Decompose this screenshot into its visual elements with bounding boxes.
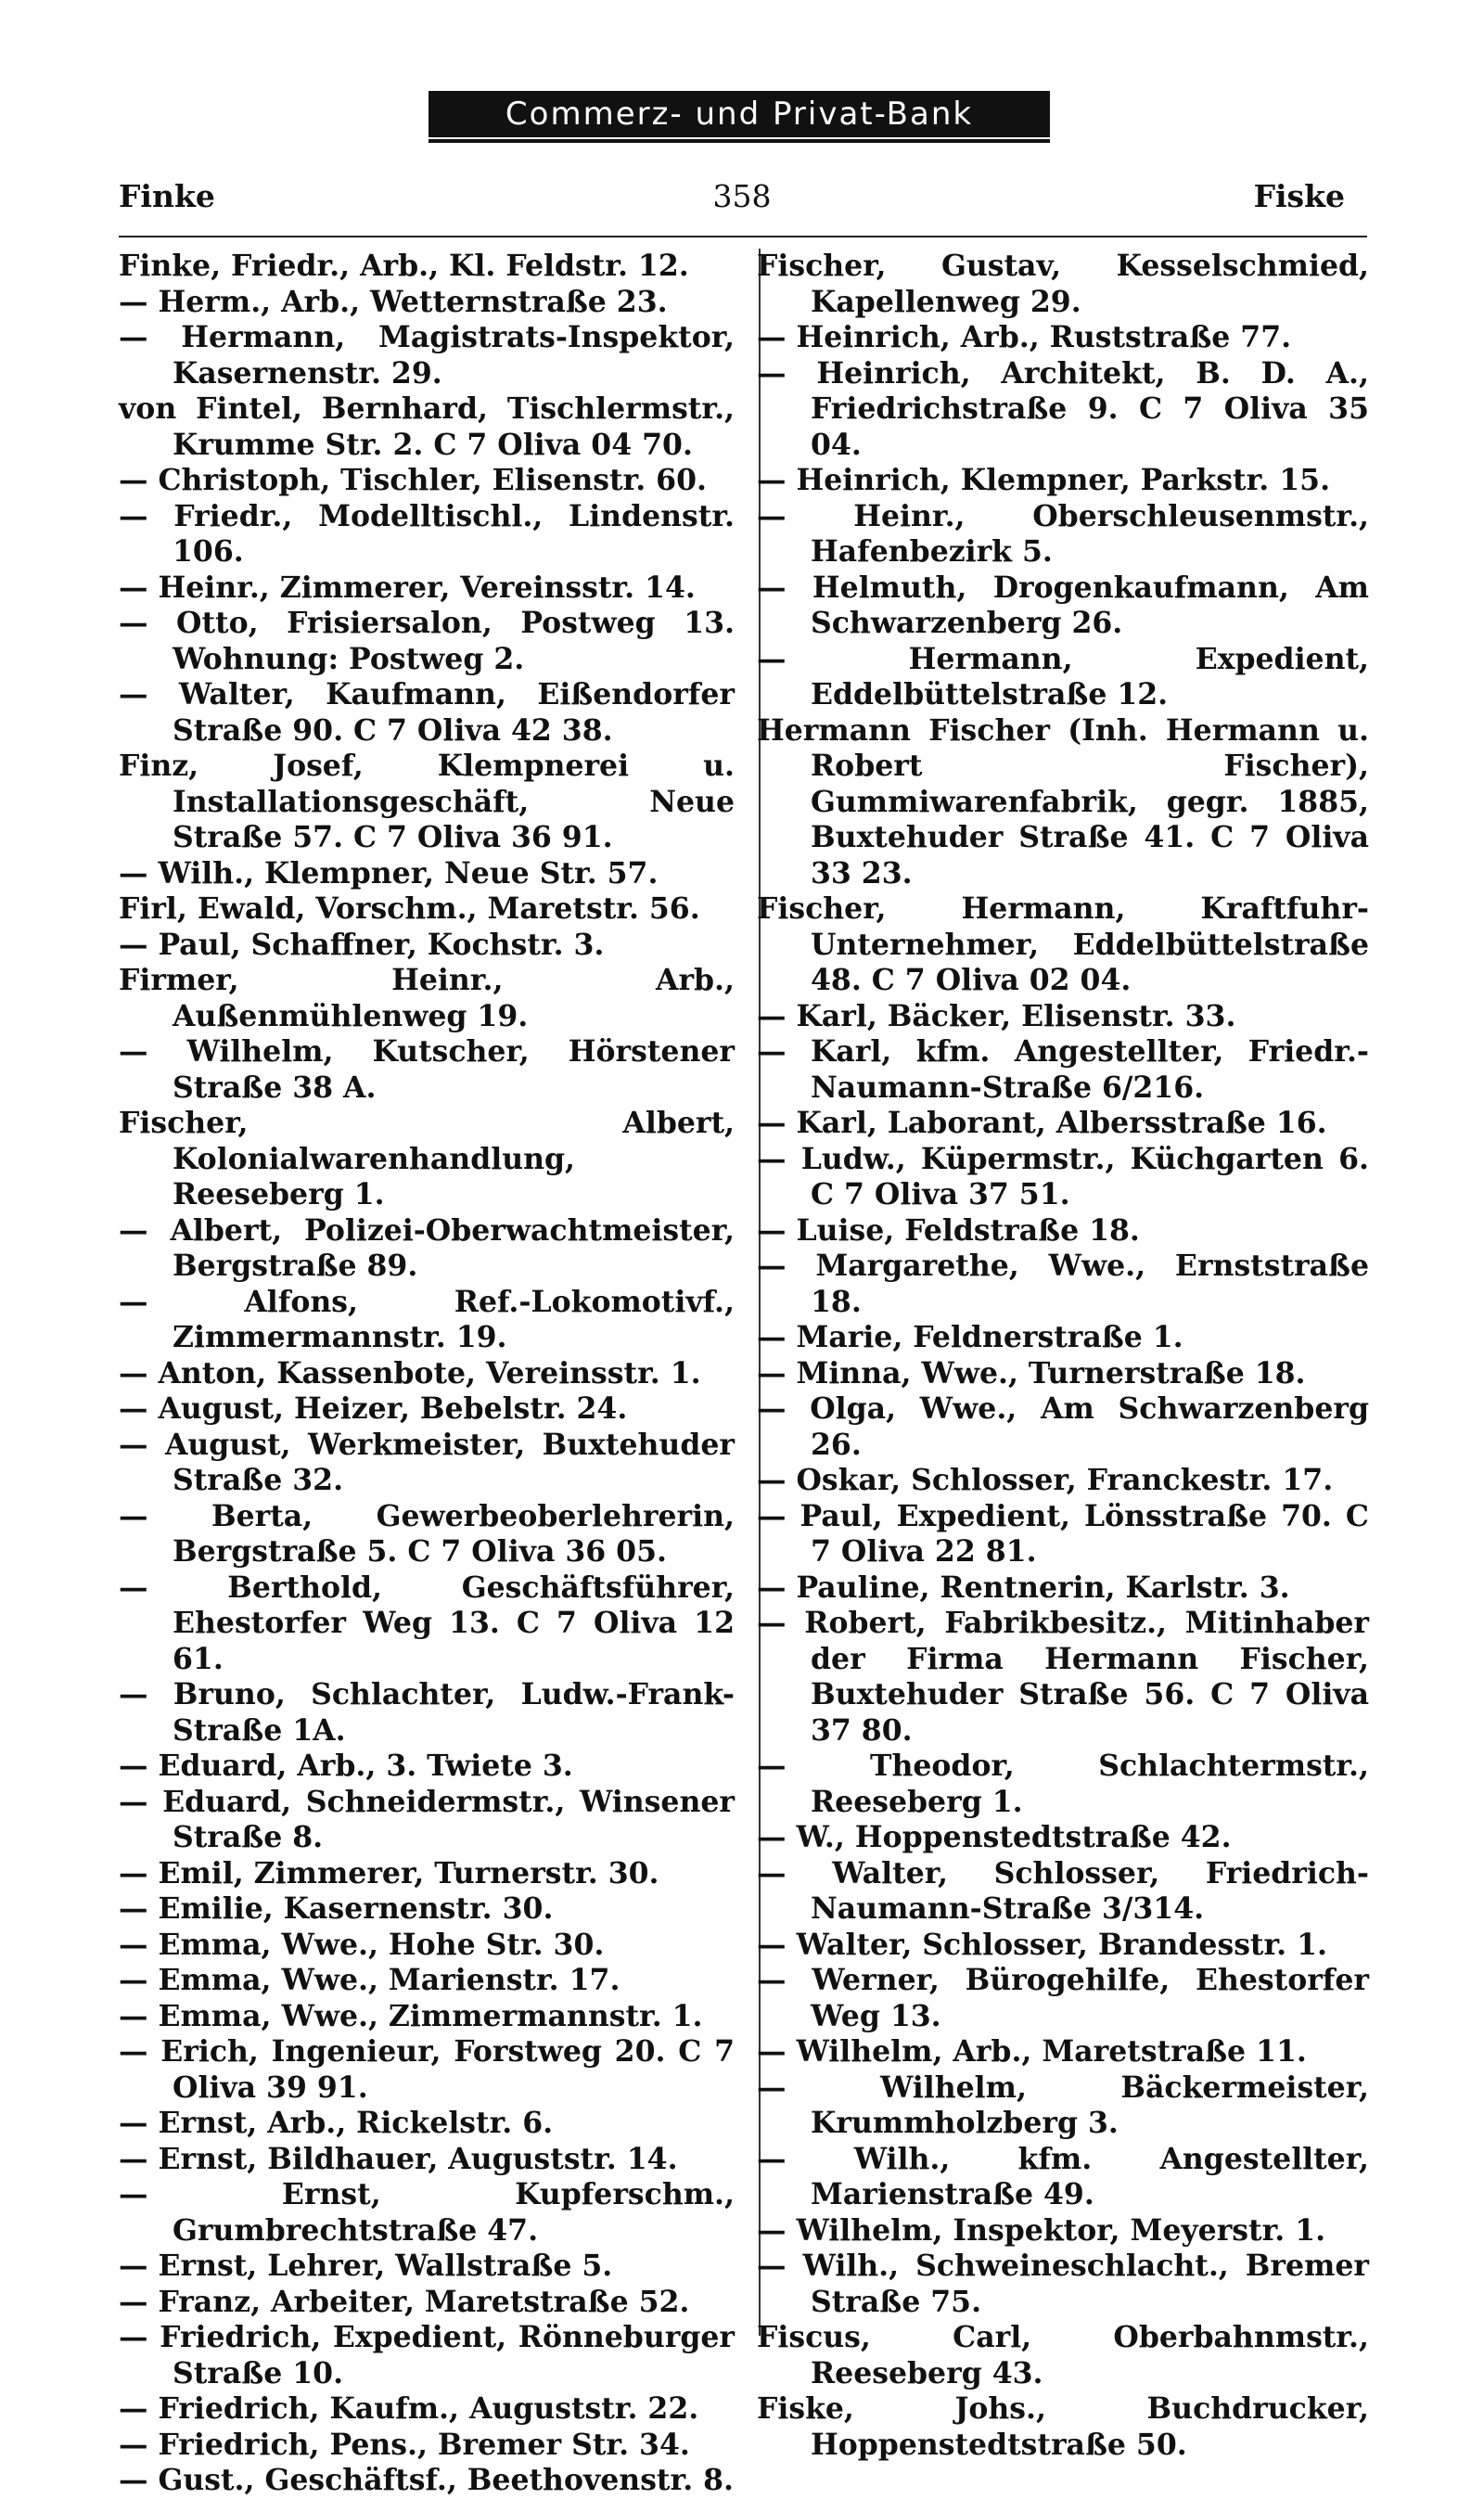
- directory-entry: — W., Hoppenstedtstraße 42.: [757, 1820, 1232, 1854]
- directory-entry: — Ernst, Kupferschm., Grumbrechtstraße 47.: [119, 2177, 735, 2248]
- directory-entry: — Walter, Schlosser, Brandesstr. 1.: [757, 1927, 1328, 1962]
- directory-entry: — Ernst, Arb., Rickelstr. 6.: [119, 2106, 554, 2140]
- directory-entry: — Wilh., kfm. Angestellter, Marienstraße 49.: [757, 2141, 1369, 2211]
- directory-entry: — Bruno, Schlachter, Ludw.-Frank-Straße 1A.: [119, 1677, 735, 1748]
- directory-entry: — Berta, Gewerbeoberlehrerin, Bergstraße 5. C 7 Oliva 36 05.: [119, 1498, 735, 1569]
- directory-entry: — Emma, Wwe., Hohe Str. 30.: [119, 1927, 605, 1962]
- bank-advertisement-banner: Commerz- und Privat-Bank: [429, 91, 1050, 137]
- directory-entry: — Berthold, Geschäftsführer, Ehestorfer Weg 13. C 7 Oliva 12 61.: [119, 1570, 735, 1676]
- directory-entry: — Ludw., Küpermstr., Küchgarten 6. C 7 Oliva 37 51.: [757, 1141, 1369, 1211]
- directory-entry: — Heinrich, Architekt, B. D. A., Friedrichstraße 9. C 7 Oliva 35 04.: [757, 355, 1369, 462]
- directory-entry: Fiske, Johs., Buchdrucker, Hoppenstedtstraße 50.: [757, 2391, 1369, 2462]
- directory-entry: — Oskar, Schlosser, Franckestr. 17.: [757, 1463, 1334, 1497]
- directory-entry: — Christoph, Tischler, Elisenstr. 60.: [119, 463, 707, 497]
- directory-entry: — Pauline, Rentnerin, Karlstr. 3.: [757, 1570, 1290, 1605]
- directory-entry: — Walter, Kaufmann, Eißendorfer Straße 90. C 7 Oliva 42 38.: [119, 677, 735, 748]
- directory-entry: Firmer, Heinr., Arb., Außenmühlenweg 19.: [119, 963, 735, 1033]
- directory-entry: — Heinr., Oberschleusenmstr., Hafenbezirk 5.: [757, 498, 1369, 569]
- directory-entry: — Wilhelm, Bäckermeister, Krummholzberg 3.: [757, 2070, 1369, 2140]
- directory-entry: — Paul, Schaffner, Kochstr. 3.: [119, 927, 605, 962]
- directory-entry: — Ernst, Bildhauer, Auguststr. 14.: [119, 2141, 678, 2176]
- header-rule: [119, 236, 1367, 237]
- directory-entry: — Theodor, Schlachtermstr., Reeseberg 1.: [757, 1749, 1369, 1819]
- directory-entry: — Heinrich, Klempner, Parkstr. 15.: [757, 463, 1331, 497]
- directory-entry: — Luise, Feldstraße 18.: [757, 1212, 1140, 1248]
- directory-entry: — Friedr., Modelltischl., Lindenstr. 106.: [119, 498, 735, 569]
- directory-entry: — Robert, Fabrikbesitz., Mitinhaber der Firma Hermann Fischer, Buxtehuder Straße 56. C 7 Oliva 37 80.: [757, 1606, 1369, 1748]
- directory-entry: — Anton, Kassenbote, Vereinsstr. 1.: [119, 1355, 701, 1390]
- directory-entry: — Otto, Frisiersalon, Postweg 13. Wohnung: Postweg 2.: [119, 606, 735, 676]
- directory-entry: — Wilh., Klempner, Neue Str. 57.: [119, 855, 659, 891]
- directory-entry: — Helmuth, Drogenkaufmann, Am Schwarzenberg 26.: [757, 570, 1369, 640]
- directory-entry: — Alfons, Ref.-Lokomotivf., Zimmermannstr. 19.: [119, 1284, 735, 1354]
- directory-entry: — Gust., Geschäftsf., Beethovenstr. 8.: [119, 2463, 735, 2497]
- directory-entry: — Herm., Arb., Wetternstraße 23.: [119, 284, 668, 319]
- running-head-last-entry: Fiske: [1253, 178, 1345, 214]
- right-column: [757, 249, 1369, 2463]
- directory-entry: — Albert, Polizei-Oberwachtmeister, Bergstraße 89.: [119, 1212, 735, 1283]
- directory-entry: Fischer, Gustav, Kesselschmied, Kapellenweg 29.: [757, 249, 1369, 319]
- left-column: [119, 249, 735, 2499]
- directory-entry: — Marie, Feldnerstraße 1.: [757, 1320, 1183, 1354]
- directory-entry: — Franz, Arbeiter, Maretstraße 52.: [119, 2284, 690, 2319]
- directory-entry: — Karl, kfm. Angestellter, Friedr.-Naumann-Straße 6/216.: [757, 1034, 1369, 1105]
- directory-entry: — Erich, Ingenieur, Forstweg 20. C 7 Oliva 39 91.: [119, 2034, 735, 2105]
- directory-entry: — Walter, Schlosser, Friedrich-Naumann-Straße 3/314.: [757, 1855, 1369, 1926]
- directory-entry: — Wilhelm, Kutscher, Hörstener Straße 38 A.: [119, 1034, 735, 1105]
- directory-entry: — Olga, Wwe., Am Schwarzenberg 26.: [757, 1391, 1369, 1462]
- directory-entry: — Ernst, Lehrer, Wallstraße 5.: [119, 2249, 613, 2283]
- directory-entry: — Wilhelm, Arb., Maretstraße 11.: [757, 2034, 1307, 2069]
- directory-entry: — August, Heizer, Bebelstr. 24.: [119, 1391, 628, 1426]
- directory-entry: — Friedrich, Expedient, Rönneburger Straße 10.: [119, 2320, 735, 2390]
- directory-entry: Firl, Ewald, Vorschm., Maretstr. 56.: [119, 891, 700, 926]
- directory-entry: Fiscus, Carl, Oberbahnmstr., Reeseberg 43.: [757, 2320, 1369, 2390]
- banner-underline: [429, 139, 1050, 143]
- directory-entry: Fischer, Albert, Kolonialwarenhandlung, Reeseberg 1.: [119, 1106, 735, 1211]
- directory-entry: — Margarethe, Wwe., Ernststraße 18.: [757, 1249, 1369, 1319]
- directory-entry: von Fintel, Bernhard, Tischlermstr., Krumme Str. 2. C 7 Oliva 04 70.: [119, 391, 735, 462]
- directory-entry: — Minna, Wwe., Turnerstraße 18.: [757, 1355, 1306, 1390]
- directory-entry: — Paul, Expedient, Lönsstraße 70. C 7 Oliva 22 81.: [757, 1498, 1369, 1569]
- directory-entry: Fischer, Hermann, Kraftfuhr-Unternehmer, Eddelbüttelstraße 48. C 7 Oliva 02 04.: [757, 891, 1369, 997]
- directory-entry: — Werner, Bürogehilfe, Ehestorfer Weg 13.: [757, 1963, 1369, 2033]
- directory-entry: Finke, Friedr., Arb., Kl. Feldstr. 12.: [119, 249, 689, 283]
- directory-entry: Hermann Fischer (Inh. Hermann u. Robert Fischer), Gummiwarenfabrik, gegr. 1885, Buxtehuder Straße 41. C 7 Oliva 33 23.: [757, 712, 1369, 891]
- directory-entry: — Eduard, Schneidermstr., Winsener Straße 8.: [119, 1784, 735, 1854]
- page-number: 358: [712, 178, 772, 214]
- directory-entry: — Karl, Laborant, Albersstraße 16.: [757, 1106, 1327, 1140]
- directory-entry: — August, Werkmeister, Buxtehuder Straße 32.: [119, 1427, 735, 1497]
- directory-entry: — Emilie, Kasernenstr. 30.: [119, 1891, 554, 1926]
- directory-entry: — Wilh., Schweineschlacht., Bremer Straße 75.: [757, 2249, 1369, 2319]
- directory-entry: — Emma, Wwe., Zimmermannstr. 1.: [119, 1998, 703, 2033]
- directory-entry: Finz, Josef, Klempnerei u. Installationsgeschäft, Neue Straße 57. C 7 Oliva 36 91.: [119, 749, 735, 854]
- directory-entry: — Hermann, Expedient, Eddelbüttelstraße 12.: [757, 641, 1369, 711]
- directory-entry: — Karl, Bäcker, Elisenstr. 33.: [757, 998, 1236, 1033]
- directory-entry: — Wilhelm, Inspektor, Meyerstr. 1.: [757, 2212, 1326, 2248]
- directory-entry: — Heinr., Zimmerer, Vereinsstr. 14.: [119, 570, 696, 605]
- running-head-first-entry: Finke: [119, 178, 215, 214]
- directory-entry: — Friedrich, Pens., Bremer Str. 34.: [119, 2427, 690, 2462]
- directory-entry: — Emil, Zimmerer, Turnerstr. 30.: [119, 1855, 659, 1890]
- directory-entry: — Eduard, Arb., 3. Twiete 3.: [119, 1749, 573, 1783]
- directory-entry: — Heinrich, Arb., Ruststraße 77.: [757, 320, 1292, 354]
- directory-entry: — Hermann, Magistrats-Inspektor, Kasernenstr. 29.: [119, 320, 735, 391]
- directory-entry: — Friedrich, Kaufm., Auguststr. 22.: [119, 2391, 699, 2426]
- directory-entry: — Emma, Wwe., Marienstr. 17.: [119, 1963, 620, 1997]
